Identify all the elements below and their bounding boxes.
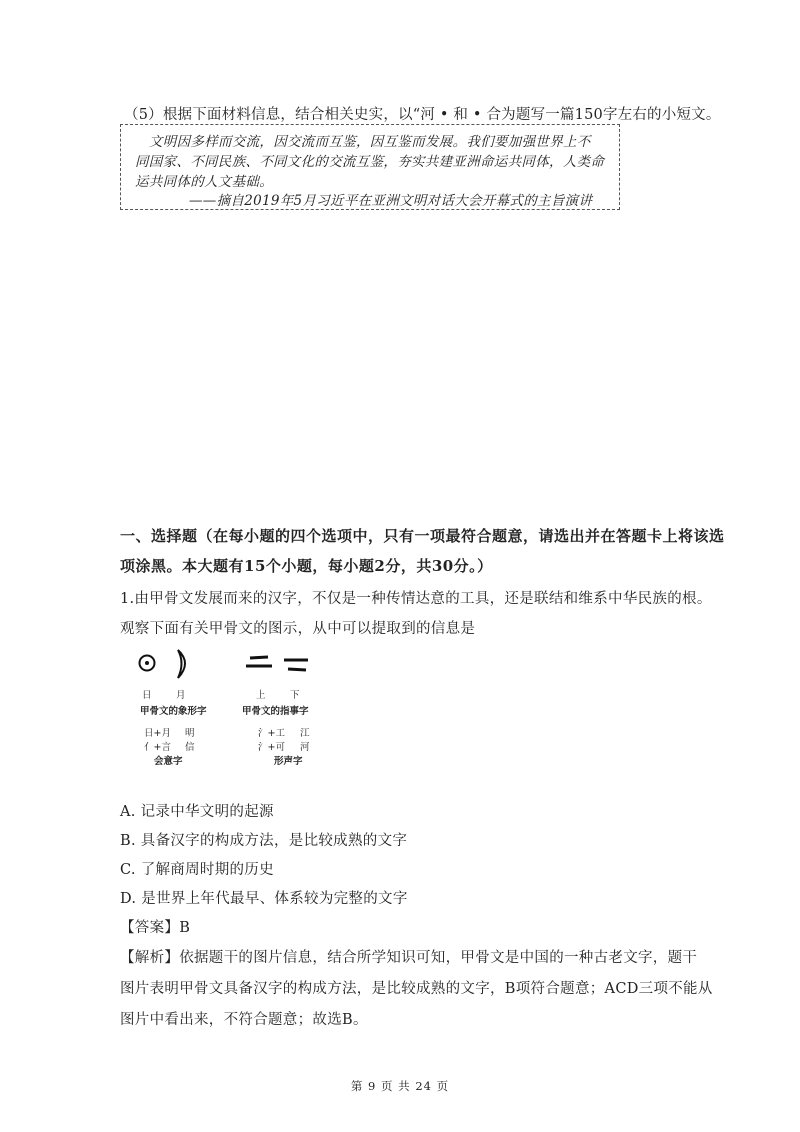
option-c: C. 了解商周时期的历史: [120, 862, 274, 878]
question-5-prompt: （5）根据下面材料信息，结合相关史实，以“河 • 和 • 合为题写一篇150字左右的小短文。: [124, 107, 721, 123]
answer: 【答案】B: [120, 920, 191, 936]
xingsheng-row-1-left: 氵+工: [258, 728, 285, 739]
xingsheng-row-2-right: 河: [300, 742, 310, 753]
moon-glyph-icon: [178, 650, 185, 678]
down-label: 下: [290, 690, 300, 701]
option-d: D. 是世界上年代最早、体系较为完整的文字: [120, 891, 408, 907]
huiyi-row-1-left: 日+月: [144, 728, 171, 739]
oracle-bone-figure: [130, 645, 330, 770]
indicative-caption: 甲骨文的指事字: [242, 706, 309, 717]
pictograph-caption: 甲骨文的象形字: [140, 706, 207, 717]
xingsheng-caption: 形声字: [274, 756, 303, 767]
quote-line-1: 文明因多样而交流，因交流而互鉴，因互鉴而发展。我们要加强世界上不: [149, 134, 591, 150]
analysis-line-3: 图片中看出来，不符合题意；故选B。: [120, 1012, 368, 1028]
analysis-line-2: 图片表明甲骨文具备汉字的构成方法，是比较成熟的文字，B项符合题意；ACD三项不能从: [120, 981, 713, 997]
moon-label: 月: [176, 690, 186, 701]
page-footer: 第 9 页 共 24 页: [350, 1079, 450, 1093]
sun-label: 日: [142, 690, 152, 701]
option-b: B. 具备汉字的构成方法，是比较成熟的文字: [120, 833, 408, 849]
section-heading-line-1: 一、选择题（在每小题的四个选项中，只有一项最符合题意，请选出并在答题卡上将该选: [120, 527, 725, 545]
down-glyph-icon: [284, 660, 308, 670]
huiyi-caption: 会意字: [154, 756, 183, 767]
sun-glyph-icon: [140, 656, 155, 671]
question-1-line-1: 1.由甲骨文发展而来的汉字，不仅是一种传情达意的工具，还是联结和维系中华民族的根。: [120, 591, 712, 607]
question-1-line-2: 观察下面有关甲骨文的图示，从中可以提取到的信息是: [120, 621, 476, 637]
xingsheng-row-1-right: 江: [300, 728, 310, 739]
up-label: 上: [256, 690, 266, 701]
section-heading-line-2: 项涂黑。本大题有15个小题，每小题2分，共30分。）: [120, 557, 493, 575]
oracle-glyphs: [130, 645, 330, 685]
option-a: A. 记录中华文明的起源: [120, 804, 274, 820]
quote-line-3: 运共同体的人文基础。: [135, 174, 273, 190]
quote-box: [120, 124, 620, 210]
analysis-line-1: 【解析】依据题干的图片信息，结合所学知识可知，甲骨文是中国的一种古老文字，题干: [120, 950, 698, 966]
quote-source: ——摘自2019年5月习近平在亚洲文明对话大会开幕式的主旨演讲: [189, 193, 593, 209]
quote-line-2: 同国家、不同民族、不同文化的交流互鉴，夯实共建亚洲命运共同体，人类命: [135, 154, 605, 170]
huiyi-row-2-left: 亻+言: [144, 742, 171, 753]
huiyi-row-1-right: 明: [185, 728, 195, 739]
xingsheng-row-2-left: 氵+可: [258, 742, 285, 753]
up-glyph-icon: [246, 657, 272, 666]
huiyi-row-2-right: 信: [185, 742, 195, 753]
